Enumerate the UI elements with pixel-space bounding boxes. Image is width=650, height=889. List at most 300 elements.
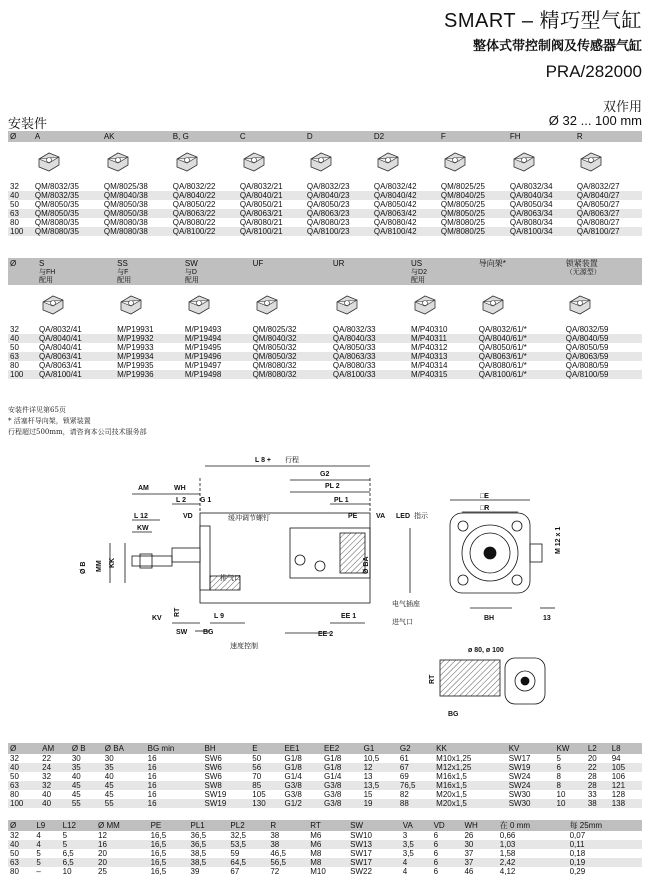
table-cell: 16: [146, 799, 203, 808]
table-cell: 45: [104, 790, 114, 799]
accessory-table-1: [8, 131, 642, 236]
table-cell: M/P40310: [411, 325, 448, 334]
table-cell: 20: [96, 858, 149, 867]
dim-l8: L 8 +: [255, 457, 272, 464]
table-row: [8, 218, 642, 227]
table-cell: G1/2: [282, 799, 322, 808]
dim-l9: L 9: [214, 613, 224, 620]
table-cell: 67: [398, 763, 434, 772]
table-row: [8, 182, 642, 191]
table-cell: 5: [62, 831, 68, 840]
table-cell: 50: [10, 849, 19, 858]
dim-g1: G 1: [200, 497, 212, 504]
icon-cell: [575, 142, 642, 182]
column-header: BH: [202, 743, 250, 754]
table-cell: M16x1,5: [436, 772, 467, 781]
table-cell: 130: [250, 799, 282, 808]
trunnion-block-icon: [333, 292, 361, 316]
table-cell: 22: [586, 763, 610, 772]
icon-cell: [171, 142, 238, 182]
table-cell: 56,5: [268, 858, 308, 867]
dim-ee2: EE 2: [318, 631, 334, 638]
column-subheader: [564, 277, 642, 285]
header-row: [8, 820, 642, 831]
table-cell: QA/8063/21: [238, 209, 305, 218]
table-cell: G3/8: [322, 781, 362, 790]
table-cell: M8: [308, 858, 348, 867]
table-row: [8, 227, 642, 236]
column-header: PE: [149, 820, 189, 831]
table-cell: 10: [62, 867, 72, 876]
table-cell: 100: [8, 370, 37, 379]
table-cell: QA/8040/61/*: [477, 334, 564, 343]
table-cell: 45: [71, 790, 81, 799]
table-cell: 32: [40, 781, 70, 790]
table-cell: 6,5: [61, 858, 96, 867]
column-header: 导向架*: [477, 258, 564, 269]
dim-pl2: PL 2: [325, 483, 340, 490]
dim-e: □E: [480, 493, 489, 500]
table-cell: 69: [399, 772, 409, 781]
dim-b: Ø B: [80, 561, 87, 574]
table-cell: SW30: [507, 799, 555, 808]
table-cell: 16,5: [149, 858, 189, 867]
column-header: E: [250, 743, 282, 754]
table-cell: QA/8100/21: [238, 227, 305, 236]
table-cell: M8: [310, 849, 322, 858]
table-cell: 45: [103, 781, 146, 790]
table-cell: QA/8040/41: [37, 334, 115, 343]
table-cell: QA/8100/42: [372, 227, 439, 236]
table-cell: QA/8050/33: [332, 343, 376, 352]
table-cell: 10,5: [363, 754, 380, 763]
icon-cell: [251, 285, 331, 325]
column-header: BG min: [146, 743, 203, 754]
table-cell: 15: [363, 790, 373, 799]
column-header: L8: [610, 743, 642, 754]
table-cell: QM/8080/25: [440, 218, 485, 227]
column-header: SS: [115, 258, 183, 269]
table-cell: 16: [147, 790, 157, 799]
table-row: [8, 781, 642, 790]
table-cell: 3,5: [401, 840, 432, 849]
table-cell: QA/8063/59: [564, 352, 642, 361]
table-cell: 4: [34, 840, 60, 849]
table-cell: G1/8: [284, 754, 302, 763]
table-cell: M10: [310, 867, 326, 876]
table-cell: SW10: [350, 831, 372, 840]
icon-cell: [8, 142, 33, 182]
table-cell: QA/8040/33: [331, 334, 409, 343]
table-cell: 63: [8, 209, 33, 218]
flange-plate-icon: [173, 149, 201, 173]
table-cell: M10x1,25: [436, 754, 472, 763]
table-row: [8, 343, 642, 352]
table-cell: SW22: [350, 867, 372, 876]
table-cell: 16: [147, 772, 157, 781]
icon-cell: [238, 142, 305, 182]
table-cell: 80: [10, 361, 19, 370]
bore-range: Ø 32 ... 100 mm: [548, 113, 642, 128]
column-subheader: 配用: [115, 277, 183, 285]
table-cell: 0,07: [569, 831, 586, 840]
table-cell: QA/8040/34: [508, 191, 575, 200]
icon-cell: [183, 285, 251, 325]
dim-bh: BH: [484, 615, 495, 622]
column-header: L2: [586, 743, 610, 754]
swivel-bracket-icon: [185, 292, 213, 316]
table-cell: 10: [556, 790, 566, 799]
tie-rod-nuts-icon: [35, 149, 63, 173]
size-note: ø 80, ø 100: [468, 647, 504, 654]
dim-kk: KK: [109, 557, 116, 568]
table-cell: 0,66: [499, 831, 516, 840]
column-header: SW: [183, 258, 251, 269]
column-header: 在 0 mm: [498, 820, 568, 831]
table-cell: M20x1,5: [434, 799, 507, 808]
column-header: G2: [398, 743, 434, 754]
table-row: [8, 754, 642, 763]
table-cell: SW17: [348, 858, 401, 867]
table-row: [8, 361, 642, 370]
table-cell: 12: [362, 763, 398, 772]
table-cell: 16: [96, 840, 149, 849]
table-cell: QA/8063/41: [39, 361, 82, 370]
table-cell: 106: [611, 772, 626, 781]
table-cell: SW30: [508, 790, 531, 799]
column-header: AM: [40, 743, 70, 754]
dim-pl1: PL 1: [334, 497, 349, 504]
table-cell: 16,5: [150, 831, 167, 840]
table-cell: QM/8080/35: [34, 218, 79, 227]
table-cell: 32: [10, 754, 19, 763]
table-row: [8, 191, 642, 200]
table-cell: 40: [8, 191, 33, 200]
foot-bracket-icon: [240, 149, 268, 173]
table-cell: QA/8063/41: [37, 352, 115, 361]
table-cell: 85: [250, 781, 282, 790]
table-cell: 80: [10, 218, 19, 227]
column-header: G1: [362, 743, 398, 754]
guide-unit-icon: [479, 292, 507, 316]
table-cell: QM/8050/32: [251, 352, 331, 361]
dim-stroke: 行程: [285, 456, 299, 464]
rod-clevis-icon: [441, 149, 469, 173]
dim-kv: KV: [152, 615, 162, 622]
column-subheader: [331, 269, 409, 277]
header-row: [8, 258, 642, 269]
table-cell: QA/8063/33: [331, 352, 409, 361]
table-cell: QA/8100/61/*: [477, 370, 564, 379]
table-cell: QA/8063/34: [508, 209, 575, 218]
table-row: [8, 334, 642, 343]
table-cell: 6: [433, 831, 439, 840]
dim-g2: G2: [320, 471, 330, 478]
table-cell: QA/8100/59: [564, 370, 642, 379]
table-cell: G1/4: [284, 772, 302, 781]
column-header: A: [33, 131, 102, 142]
icon-cell: [115, 285, 183, 325]
table-cell: 40: [8, 763, 40, 772]
table-cell: QA/8050/21: [239, 200, 283, 209]
column-subheader: 配用: [37, 277, 115, 285]
table-cell: QM/8080/35: [33, 227, 102, 236]
table-cell: SW8: [202, 781, 250, 790]
end-view: [440, 500, 555, 704]
table-cell: QA/8080/33: [332, 361, 376, 370]
column-header: 锁紧装置: [564, 258, 642, 269]
dim-kw: KW: [137, 525, 149, 532]
table-cell: 32: [10, 325, 19, 334]
table-cell: QM/8025/38: [103, 182, 148, 191]
page-title: SMART – 精巧型气缸: [443, 10, 642, 32]
column-header: UR: [331, 258, 409, 269]
icon-row: [8, 142, 642, 182]
table-cell: QA/8032/41: [39, 325, 82, 334]
column-subheader: 配用: [409, 277, 477, 285]
subheader-row: [8, 277, 642, 285]
table-cell: QA/8032/22: [172, 182, 216, 191]
table-cell: 40: [42, 790, 52, 799]
table-cell: 88: [398, 799, 434, 808]
speed-note: 速度控制: [230, 642, 258, 650]
dim-mm: MM: [96, 560, 103, 572]
table-cell: QA/8080/42: [373, 218, 417, 227]
cylinder-drawing: [0, 448, 650, 738]
column-header: EE1: [282, 743, 322, 754]
table-cell: 63: [8, 352, 37, 361]
rod-end-icon: [253, 292, 281, 316]
table-cell: QA/8063/22: [171, 209, 238, 218]
table-cell: 16: [146, 763, 203, 772]
table-cell: 82: [399, 790, 409, 799]
table-cell: 25: [98, 867, 107, 876]
table-cell: QM/8050/35: [34, 200, 79, 209]
column-subheader: 与F: [115, 269, 183, 277]
table-cell: QM/8080/32: [251, 370, 331, 379]
table-cell: QM/8080/32: [252, 361, 297, 370]
table-cell: 50: [10, 772, 19, 781]
table-cell: 0,18: [569, 849, 586, 858]
column-header: B, G: [171, 131, 238, 142]
double-clevis-icon: [374, 149, 402, 173]
table-cell: M/P19933: [117, 343, 154, 352]
column-subheader: [477, 277, 564, 285]
table-cell: QA/8100/41: [37, 370, 115, 379]
subheader-row: [8, 269, 642, 277]
column-header: UF: [251, 258, 331, 269]
table-cell: QA/8080/34: [509, 218, 553, 227]
table-cell: QA/8080/23: [306, 218, 350, 227]
column-subheader: [8, 277, 37, 285]
column-subheader: 配用: [183, 277, 251, 285]
side-view: [110, 466, 410, 633]
table-cell: QA/8063/27: [575, 209, 642, 218]
table-cell: 5: [556, 754, 561, 763]
table-cell: 105: [252, 790, 266, 799]
table-cell: QA/8032/61/*: [478, 325, 527, 334]
hinge-block-icon: [510, 149, 538, 173]
table-cell: QA/8040/22: [171, 191, 238, 200]
table-row: [8, 831, 642, 840]
table-cell: 38: [270, 831, 280, 840]
table-row: [8, 790, 642, 799]
table-cell: 3: [402, 831, 408, 840]
table-cell: QA/8063/61/*: [477, 352, 564, 361]
dimension-table-2: [8, 820, 642, 876]
inlet-note: 进气口: [392, 618, 413, 626]
column-header: R: [268, 820, 308, 831]
table-cell: QM/8050/38: [103, 200, 148, 209]
table-cell: QA/8050/34: [509, 200, 553, 209]
table-row: [8, 840, 642, 849]
table-cell: M/P19497: [184, 361, 222, 370]
table-cell: 5: [34, 858, 60, 867]
table-cell: 33: [587, 790, 597, 799]
icon-cell: [439, 142, 508, 182]
table-row: [8, 772, 642, 781]
table-cell: QM/8032/35: [34, 182, 79, 191]
dim-vd: VD: [183, 513, 193, 520]
table-cell: 13,5: [362, 781, 398, 790]
table-row: [8, 200, 642, 209]
table-cell: 1,58: [499, 849, 516, 858]
table-cell: 36,5: [190, 831, 207, 840]
table-cell: 100: [8, 227, 33, 236]
notes: [8, 405, 147, 438]
table-cell: QA/8032/21: [239, 182, 283, 191]
table-cell: 16,5: [149, 840, 189, 849]
dim-bg: BG: [203, 629, 214, 636]
dim-sw: SW: [176, 629, 188, 636]
dim-wh: WH: [174, 485, 186, 492]
table-cell: QA/8032/59: [565, 325, 609, 334]
dim-r: □R: [480, 505, 490, 512]
table-cell: 10: [555, 799, 586, 808]
table-cell: SW17: [350, 849, 372, 858]
column-header: L9: [34, 820, 60, 831]
dim-ee1: EE 1: [341, 613, 357, 620]
column-header: KK: [434, 743, 507, 754]
table-cell: 67: [230, 867, 240, 876]
column-subheader: [251, 269, 331, 277]
table-cell: G1/8: [282, 763, 322, 772]
table-cell: 24: [40, 763, 70, 772]
table-cell: 28: [586, 781, 610, 790]
table-cell: M/P40314: [411, 361, 448, 370]
table-row: [8, 799, 642, 808]
table-cell: SW19: [204, 790, 227, 799]
column-header: WH: [462, 820, 497, 831]
table-cell: 3,5: [402, 849, 414, 858]
table-row: [8, 209, 642, 218]
header-row: [8, 131, 642, 142]
table-cell: 20: [98, 849, 107, 858]
table-cell: M/P19495: [184, 343, 222, 352]
table-cell: M/P40311: [409, 334, 477, 343]
icon-cell: [564, 285, 642, 325]
bumper-note: 缓冲调节螺钉: [228, 514, 270, 522]
column-header: C: [238, 131, 305, 142]
table-cell: QA/8032/27: [576, 182, 620, 191]
column-header: Ø: [8, 820, 34, 831]
table-cell: QA/8050/59: [565, 343, 609, 352]
table-cell: QA/8040/21: [238, 191, 305, 200]
table-cell: M/P19498: [183, 370, 251, 379]
table-cell: 5: [61, 840, 96, 849]
table-cell: QM/8032/35: [33, 191, 102, 200]
table-cell: QA/8080/59: [565, 361, 609, 370]
column-header: R: [575, 131, 642, 142]
table-cell: QA/8050/27: [576, 200, 620, 209]
table-cell: 59: [230, 849, 240, 858]
table-cell: –: [36, 867, 41, 876]
note-3: 行程超过500mm，请咨询本公司技术服务部: [8, 428, 147, 436]
table-cell: 8: [555, 781, 586, 790]
table-row: [8, 763, 642, 772]
table-cell: M16x1,5: [434, 781, 507, 790]
table-cell: M/P19934: [115, 352, 183, 361]
table-cell: 63: [8, 781, 40, 790]
table-cell: QA/8063/42: [372, 209, 439, 218]
table-cell: 16,5: [150, 867, 167, 876]
table-cell: SW6: [202, 763, 250, 772]
table-cell: G1/8: [322, 763, 362, 772]
product-code: PRA/282000: [545, 62, 642, 81]
table-cell: 55: [103, 799, 146, 808]
table-cell: SW17: [508, 754, 531, 763]
table-cell: M6: [310, 831, 322, 840]
column-subheader: （无源型）: [564, 269, 642, 277]
column-subheader: [251, 277, 331, 285]
table-cell: 6: [433, 849, 439, 858]
table-cell: 20: [587, 754, 597, 763]
icon-cell: [102, 142, 171, 182]
table-cell: QA/8080/22: [172, 218, 216, 227]
table-cell: 80: [10, 867, 19, 876]
table-cell: 53,5: [228, 840, 268, 849]
table-cell: 94: [611, 754, 621, 763]
column-header: US: [409, 258, 477, 269]
table-cell: M/P19936: [115, 370, 183, 379]
table-cell: 28: [587, 772, 597, 781]
dim-bg-2: BG: [448, 711, 459, 718]
table-cell: QM/8080/25: [439, 227, 508, 236]
icon-cell: [409, 285, 477, 325]
table-cell: 50: [10, 343, 19, 352]
column-header: RT: [308, 820, 348, 831]
table-cell: QA/8100/22: [171, 227, 238, 236]
table-cell: 45: [70, 781, 103, 790]
table-cell: 37: [464, 849, 474, 858]
table-cell: 5: [36, 849, 41, 858]
table-cell: 16: [147, 754, 157, 763]
table-cell: 8: [556, 772, 561, 781]
dim-ba: Ø BA: [363, 556, 370, 574]
dim-led: LED: [396, 513, 410, 520]
header-row: [8, 743, 642, 754]
table-cell: QA/8100/23: [305, 227, 372, 236]
table-cell: M/P19935: [117, 361, 154, 370]
dim-pe: PE: [348, 513, 358, 520]
table-cell: 76,5: [398, 781, 434, 790]
column-subheader: 与D2: [409, 269, 477, 277]
table-cell: QA/8080/61/*: [478, 361, 527, 370]
column-header: S: [37, 258, 115, 269]
table-cell: SW24: [507, 781, 555, 790]
table-cell: 0,19: [568, 858, 642, 867]
table-cell: 46: [464, 867, 474, 876]
